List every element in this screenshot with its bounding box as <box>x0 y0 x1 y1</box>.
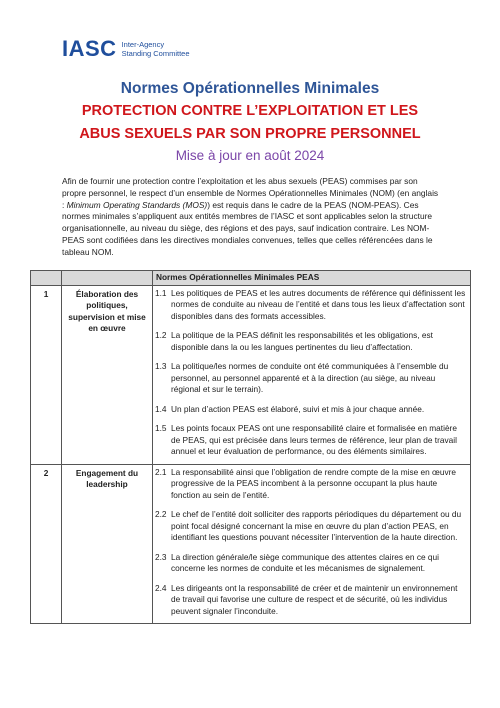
standard-item <box>155 288 467 323</box>
standard-item <box>155 330 467 353</box>
standard-text: La politique/les normes de conduite ont été communiquées à l’ensemble du personnel, au personnel apparenté et à la direction (au siège, au niveau régional et sur le terrain). <box>171 361 449 394</box>
standard-text: Un plan d’action PEAS est élaboré, suivi et mis à jour chaque année. <box>171 403 425 414</box>
iasc-logo <box>62 36 190 62</box>
standard-number: 2.2 <box>155 509 167 519</box>
table-header: Normes Opérationnelles Minimales PEAS <box>153 271 471 286</box>
standard-number: 1.5 <box>155 423 167 433</box>
header-empty-2 <box>62 271 153 286</box>
standard-number: 2.4 <box>155 582 167 593</box>
title-block <box>0 78 500 166</box>
standard-text: La politique de la PEAS définit les responsabilités et les obligations, est disponible dans la ou les langues pertinentes du lieu d’affectation. <box>171 330 433 352</box>
standard-text: La direction générale/le siège communique des attentes claires en ce qui concerne les normes de conduite et les mécanismes de signalement. <box>171 551 439 573</box>
table-row <box>31 285 471 464</box>
standard-number: 1.4 <box>155 403 167 414</box>
standard-number: 2.3 <box>155 551 167 562</box>
standard-item <box>155 583 467 618</box>
row-number: 1 <box>31 285 62 464</box>
standard-number: 1.2 <box>155 330 167 340</box>
subtitle-line1: PROTECTION CONTRE L’EXPLOITATION ET LES <box>81 103 419 119</box>
standard-item <box>155 423 467 458</box>
standard-text: Les points focaux PEAS ont une responsabilité claire et formalisée en matière de PEAS, qui est précisée dans leurs termes de référence, leur plan de travail annuel et leur évaluation de performance, ou des éléments similaires. <box>171 423 457 456</box>
standards-cell <box>153 285 471 464</box>
standards-cell <box>153 464 471 624</box>
subtitle-line2: ABUS SEXUELS PAR SON PROPRE PERSONNEL <box>79 126 421 142</box>
logo-sub-line2: Standing Committee <box>121 49 190 58</box>
logo-mark: IASC <box>62 36 117 61</box>
document-title: Normes Opérationnelles Minimales <box>120 80 380 97</box>
standard-item <box>155 467 467 502</box>
standard-item <box>155 509 467 544</box>
intro-paragraph <box>62 176 442 259</box>
header-empty-1 <box>31 271 62 286</box>
standard-number: 2.1 <box>155 466 167 477</box>
standard-text: La responsabilité ainsi que l’obligation de rendre compte de la mise en œuvre progressive de la PEAS incombent à la personne occupant la plus haute fonction au sein de l’entité. <box>171 466 457 500</box>
row-area: Élaboration des politiques, supervision et mise en œuvre <box>62 285 153 464</box>
standard-item <box>155 404 467 416</box>
standard-item <box>155 361 467 396</box>
standard-number: 1.3 <box>155 361 167 371</box>
intro-part2: ) est requis dans le cadre de la PEAS (NOM-PEAS). Ces normes minimales s’appliquent aux entités membres de l’IASC et sont applicables selon la structure organisationnelle, au niveau du siège, des régions et des pays, sauf indication contraire. Les NOM-PEAS sont codifiées dans les directives mondiales convenues, telles que celles référencées dans le tableau NOM. <box>62 199 433 257</box>
intro-part1: Afin de fournir une protection contre l’exploitation et les abus sexuels (PEAS) commises par son propre personnel, le respect d’un ensemble de Normes Opérationnelles Minimales (NOM) (en anglais : <box>62 176 439 210</box>
logo-subtitle <box>122 40 190 58</box>
standard-text: Le chef de l’entité doit solliciter des rapports périodiques du département ou du point focal désigné concernant la mise en œuvre du plan d’action PEAS, en identifiant les questions pouvant nécessiter l’intervention de la haute direction. <box>171 509 462 542</box>
table-row <box>31 464 471 624</box>
mos-table <box>30 270 471 624</box>
standard-text: Les politiques de PEAS et les autres documents de référence qui définissent les normes de conduite au niveau de l’entité et dans tous les lieux d’affectation sont disponibles dans des formats accessibles. <box>171 287 466 321</box>
row-area: Engagement du leadership <box>62 464 153 624</box>
standard-item <box>155 552 467 575</box>
row-number: 2 <box>31 464 62 624</box>
standard-text: Les dirigeants ont la responsabilité de créer et de maintenir un environnement de travail qui favorise une culture de respect et de sécurité, où les individus peuvent signaler l’inconduite. <box>171 582 458 616</box>
update-date: Mise à jour en août 2024 <box>175 148 325 163</box>
table-header-row <box>31 271 471 286</box>
standard-number: 1.1 <box>155 287 167 298</box>
intro-italic: Minimum Operating Standards (MOS) <box>66 199 208 210</box>
logo-sub-line1: Inter-Agency <box>121 40 165 49</box>
